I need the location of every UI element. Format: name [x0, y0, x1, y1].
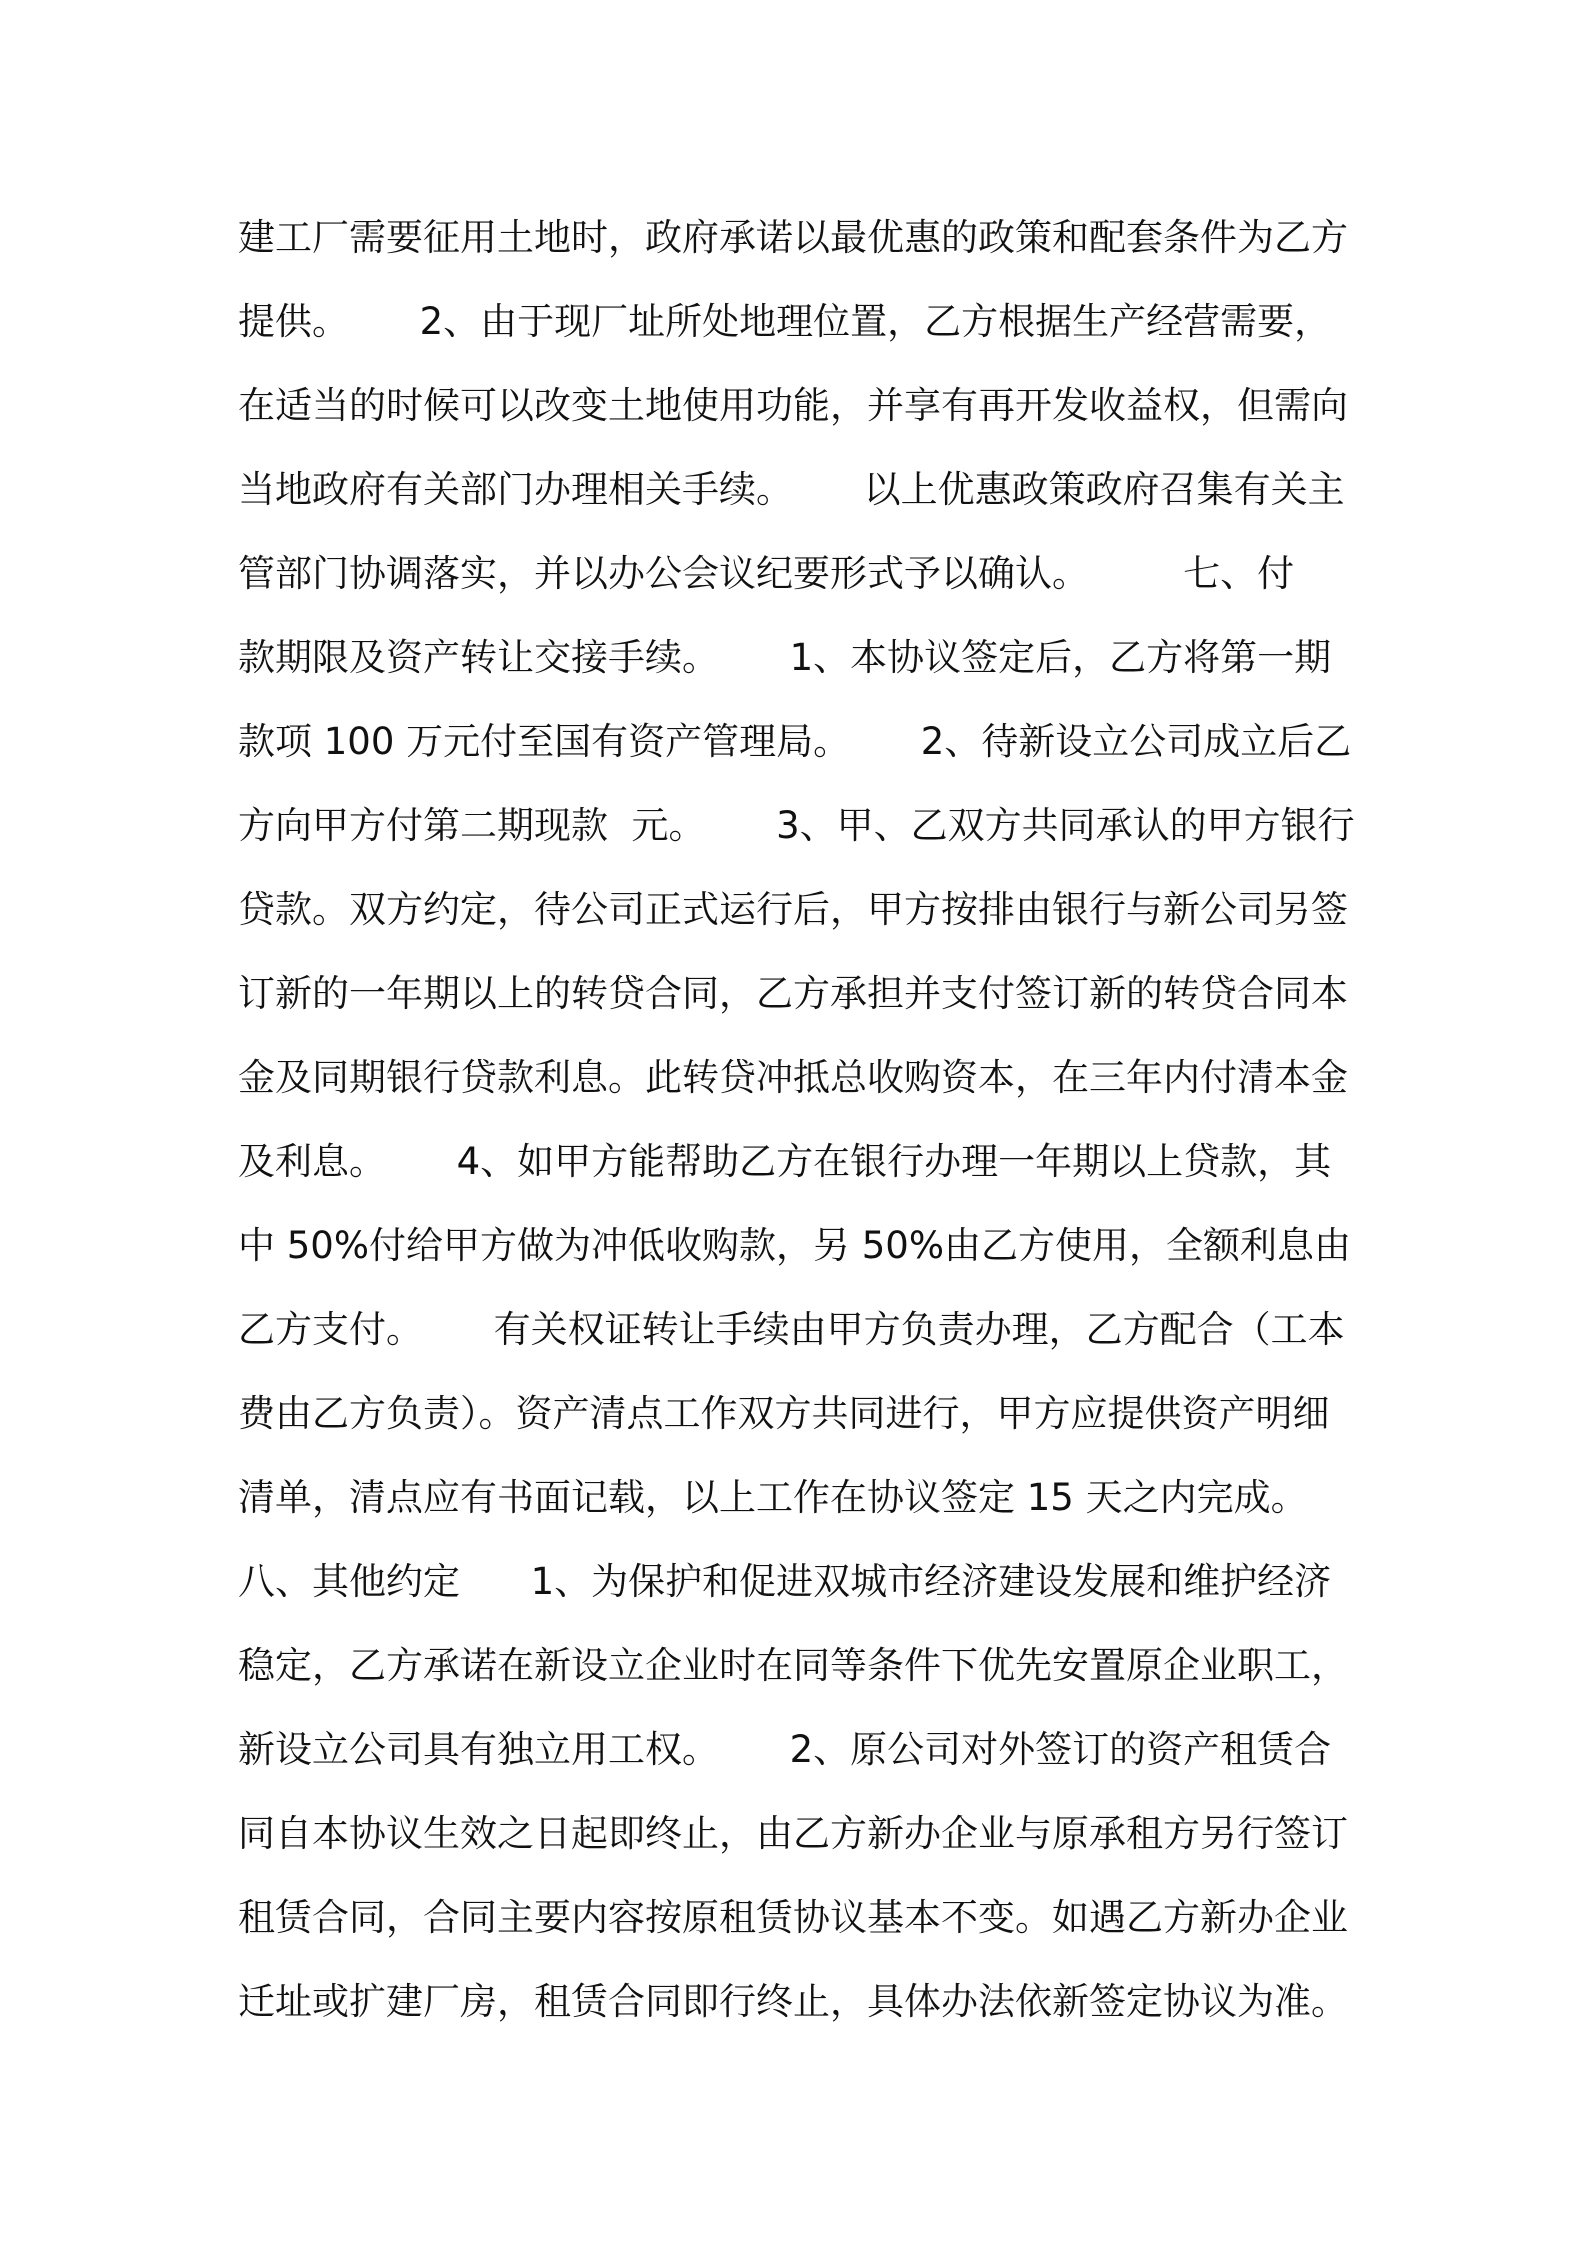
- text-line: 在适当的时候可以改变土地使用功能，并享有再开发收益权，但需向: [238, 384, 1348, 427]
- text-line: 款项 100 万元付至国有资产管理局。 2、待新设立公司成立后乙: [238, 720, 1352, 763]
- text-line: 八、其他约定 1、为保护和促进双城市经济建设发展和维护经济: [238, 1560, 1332, 1603]
- text-line: 租赁合同，合同主要内容按原租赁协议基本不变。如遇乙方新办企业: [238, 1896, 1348, 1939]
- text-line: 中 50%付给甲方做为冲低收购款，另 50%由乙方使用，全额利息由: [238, 1224, 1351, 1267]
- text-line: 提供。 2、由于现厂址所处地理位置，乙方根据生产经营需要，: [238, 300, 1332, 343]
- text-line: 订新的一年期以上的转贷合同，乙方承担并支付签订新的转贷合同本: [238, 972, 1348, 1015]
- text-line: 迁址或扩建厂房，租赁合同即行终止，具体办法依新签定协议为准。: [238, 1980, 1348, 2023]
- text-line: 管部门协调落实，并以办公会议纪要形式予以确认。 七、付: [238, 552, 1295, 595]
- text-line: 清单，清点应有书面记载，以上工作在协议签定 15 天之内完成。: [238, 1476, 1308, 1519]
- text-line: 及利息。 4、如甲方能帮助乙方在银行办理一年期以上贷款，其: [238, 1140, 1332, 1183]
- text-line: 款期限及资产转让交接手续。 1、本协议签定后，乙方将第一期: [238, 636, 1332, 679]
- text-line: 金及同期银行贷款利息。此转贷冲抵总收购资本，在三年内付清本金: [238, 1056, 1348, 1099]
- text-line: 当地政府有关部门办理相关手续。 以上优惠政策政府召集有关主: [238, 468, 1345, 511]
- text-line: 同自本协议生效之日起即终止，由乙方新办企业与原承租方另行签订: [238, 1812, 1348, 1855]
- text-line: 建工厂需要征用土地时，政府承诺以最优惠的政策和配套条件为乙方: [238, 216, 1348, 259]
- text-line: 贷款。双方约定，待公司正式运行后，甲方按排由银行与新公司另签: [238, 888, 1348, 931]
- text-line: 方向甲方付第二期现款 元。 3、甲、乙双方共同承认的甲方银行: [238, 804, 1355, 847]
- text-line: 新设立公司具有独立用工权。 2、原公司对外签订的资产租赁合: [238, 1728, 1332, 1771]
- text-line: 费由乙方负责）。资产清点工作双方共同进行，甲方应提供资产明细: [238, 1392, 1330, 1435]
- body-text: [238, 196, 1358, 2044]
- text-line: 稳定，乙方承诺在新设立企业时在同等条件下优先安置原企业职工，: [238, 1644, 1348, 1687]
- text-line: 乙方支付。 有关权证转让手续由甲方负责办理，乙方配合（工本: [238, 1308, 1345, 1351]
